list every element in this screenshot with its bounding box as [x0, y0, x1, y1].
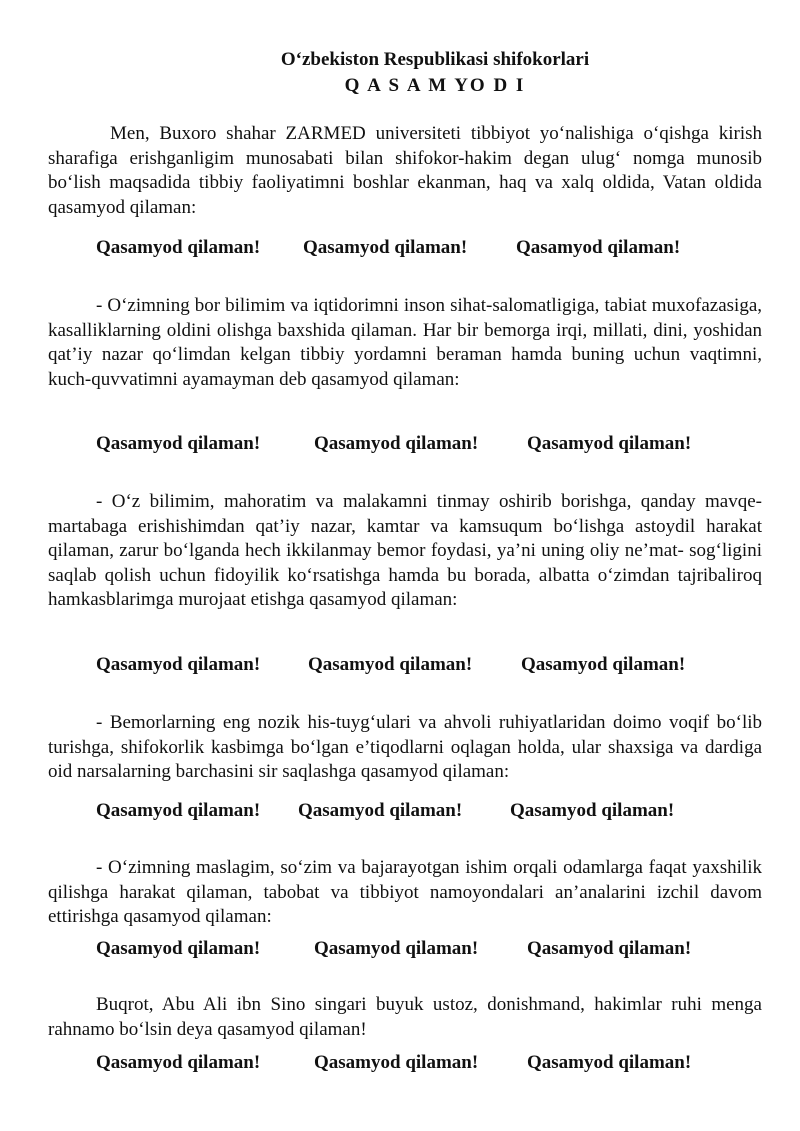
oath-phrase: Qasamyod qilaman! [521, 654, 686, 675]
oath-paragraph-2: - O‘z bilimim, mahoratim va malakamni tinmay oshirib borishga, qanday mavqe-martabaga erishishimdan qat’iy nazar, kamtar va kamsuqum bo‘lishga astoydil harakat qilaman, zarur bo‘lganda hech ikkilanmay bemor foydasi, ya’ni uning oliy ne’mat- sog‘ligini saqlab qolish uchun fidoyilik ko‘rsatishga hamda bu borada, albatta o‘zimdan tajribaliroq hamkasblarimga murojaat etishga qasamyod qilaman: [48, 491, 762, 611]
oath-phrase: Qasamyod qilaman! [314, 938, 479, 959]
oath-phrase: Qasamyod qilaman! [527, 433, 692, 454]
oath-line-2 [96, 432, 776, 456]
oath-phrase: Qasamyod qilaman! [96, 237, 261, 258]
document-subtitle: Q A S A M YO D I [344, 75, 526, 96]
oath-phrase: Qasamyod qilaman! [308, 654, 473, 675]
oath-phrase: Qasamyod qilaman! [527, 1052, 692, 1073]
oath-phrase: Qasamyod qilaman! [96, 654, 261, 675]
oath-phrase: Qasamyod qilaman! [96, 800, 261, 821]
oath-paragraph-1: - O‘zimning bor bilimim va iqtidorimni inson sihat-salomatligiga, tabiat muxofazasiga, kasalliklarning oldini olishga baxshida qilaman. Har bir bemorga irqi, millati, dini, yoshidan qat’iy nazar qo‘limdan kelgan tibbiy yordamni beraman hamda buning uchun vaqtimni, kuch-quvvatimni ayamayman deb qasamyod qilaman: [48, 295, 762, 390]
oath-phrase: Qasamyod qilaman! [96, 433, 261, 454]
oath-phrase: Qasamyod qilaman! [510, 800, 675, 821]
oath-line-6 [96, 1051, 776, 1075]
oath-phrase: Qasamyod qilaman! [96, 938, 261, 959]
document-title: O‘zbekiston Respublikasi shifokorlari [280, 49, 590, 70]
oath-paragraph-4: - O‘zimning maslagim, so‘zim va bajarayotgan ishim orqali odamlarga faqat yaxshilik qilishga harakat qilaman, tabobat va tibbiyot namoyondalari an’analarini izchil davom ettirishga qasamyod qilaman: [48, 857, 762, 928]
oath-phrase: Qasamyod qilaman! [516, 237, 681, 258]
oath-phrase: Qasamyod qilaman! [314, 433, 479, 454]
oath-line-1 [96, 236, 776, 260]
closing-paragraph: Buqrot, Abu Ali ibn Sino singari buyuk ustoz, donishmand, hakimlar ruhi menga rahnamo bo‘lsin deya qasamyod qilaman! [48, 994, 762, 1040]
intro-paragraph: Men, Buxoro shahar ZARMED universiteti tibbiyot yo‘nalishiga o‘qishga kirish sharafiga erishganligim munosabati bilan shifokor-hakim degan ulug‘ nomga munosib bo‘lish maqsadida tibbiy faoliyatimni boshlar ekanman, haq va xalq oldida, Vatan oldida qasamyod qilaman: [48, 123, 762, 218]
oath-phrase: Qasamyod qilaman! [303, 237, 468, 258]
oath-phrase: Qasamyod qilaman! [314, 1052, 479, 1073]
oath-phrase: Qasamyod qilaman! [527, 938, 692, 959]
oath-paragraph-3: - Bemorlarning eng nozik his-tuyg‘ulari va ahvoli ruhiyatlaridan doimo voqif bo‘lib turishga, shifokorlik kasbimga bo‘lgan e’tiqodlarni oqlagan holda, ular shaxsiga va dardiga oid narsalarning barchasini sir saqlashga qasamyod qilaman: [48, 712, 762, 783]
oath-line-4 [96, 799, 776, 823]
oath-line-5 [96, 937, 776, 961]
oath-phrase: Qasamyod qilaman! [96, 1052, 261, 1073]
oath-line-3 [96, 653, 776, 677]
oath-phrase: Qasamyod qilaman! [298, 800, 463, 821]
